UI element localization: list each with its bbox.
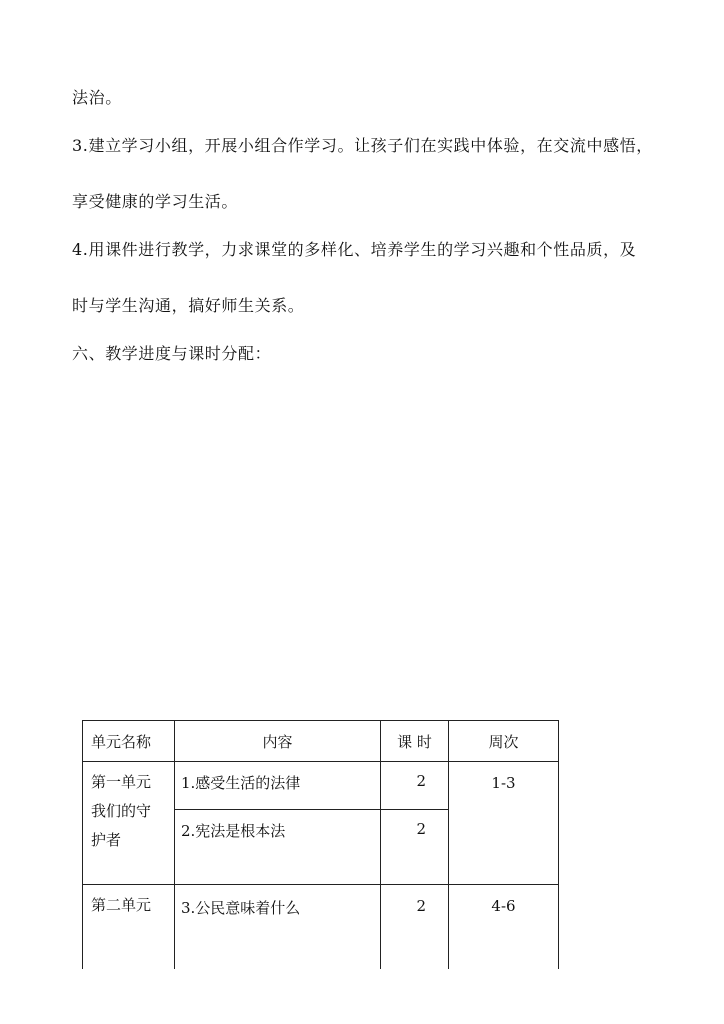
header-weeks: 周次 bbox=[449, 721, 559, 762]
paragraph-line: 4.用课件进行教学，力求课堂的多样化、培养学生的学习兴趣和个性品质，及 bbox=[72, 240, 637, 259]
unit-name-cell bbox=[83, 762, 175, 885]
lesson-hours: 2 bbox=[381, 810, 449, 885]
paragraph-line: 法治。 bbox=[72, 88, 122, 107]
section-heading: 六、教学进度与课时分配： bbox=[72, 344, 272, 363]
lesson-content: 3.公民意味着什么 bbox=[175, 885, 381, 970]
schedule-table bbox=[82, 720, 559, 969]
unit-weeks: 4-6 bbox=[449, 885, 559, 970]
unit-name-line: 我们的守 bbox=[91, 802, 152, 820]
paragraph-line: 享受健康的学习生活。 bbox=[72, 192, 239, 211]
paragraph-line: 3.建立学习小组，开展小组合作学习。让孩子们在实践中体验，在交流中感悟， bbox=[72, 136, 653, 155]
unit-name-cell: 第二单元 bbox=[83, 885, 175, 970]
header-hours: 课 时 bbox=[381, 721, 449, 762]
table-header-row bbox=[83, 721, 559, 762]
header-unit-name: 单元名称 bbox=[83, 721, 175, 762]
lesson-content: 2.宪法是根本法 bbox=[175, 810, 381, 885]
paragraph-line: 时与学生沟通，搞好师生关系。 bbox=[72, 296, 305, 315]
unit-name-line: 护者 bbox=[91, 831, 122, 849]
table-row bbox=[83, 885, 559, 970]
lesson-hours: 2 bbox=[381, 885, 449, 970]
unit-name-line: 第一单元 bbox=[91, 773, 152, 791]
table-row bbox=[83, 762, 559, 810]
unit-weeks: 1-3 bbox=[449, 762, 559, 885]
lesson-content: 1.感受生活的法律 bbox=[175, 762, 381, 810]
lesson-hours: 2 bbox=[381, 762, 449, 810]
header-content: 内容 bbox=[175, 721, 381, 762]
